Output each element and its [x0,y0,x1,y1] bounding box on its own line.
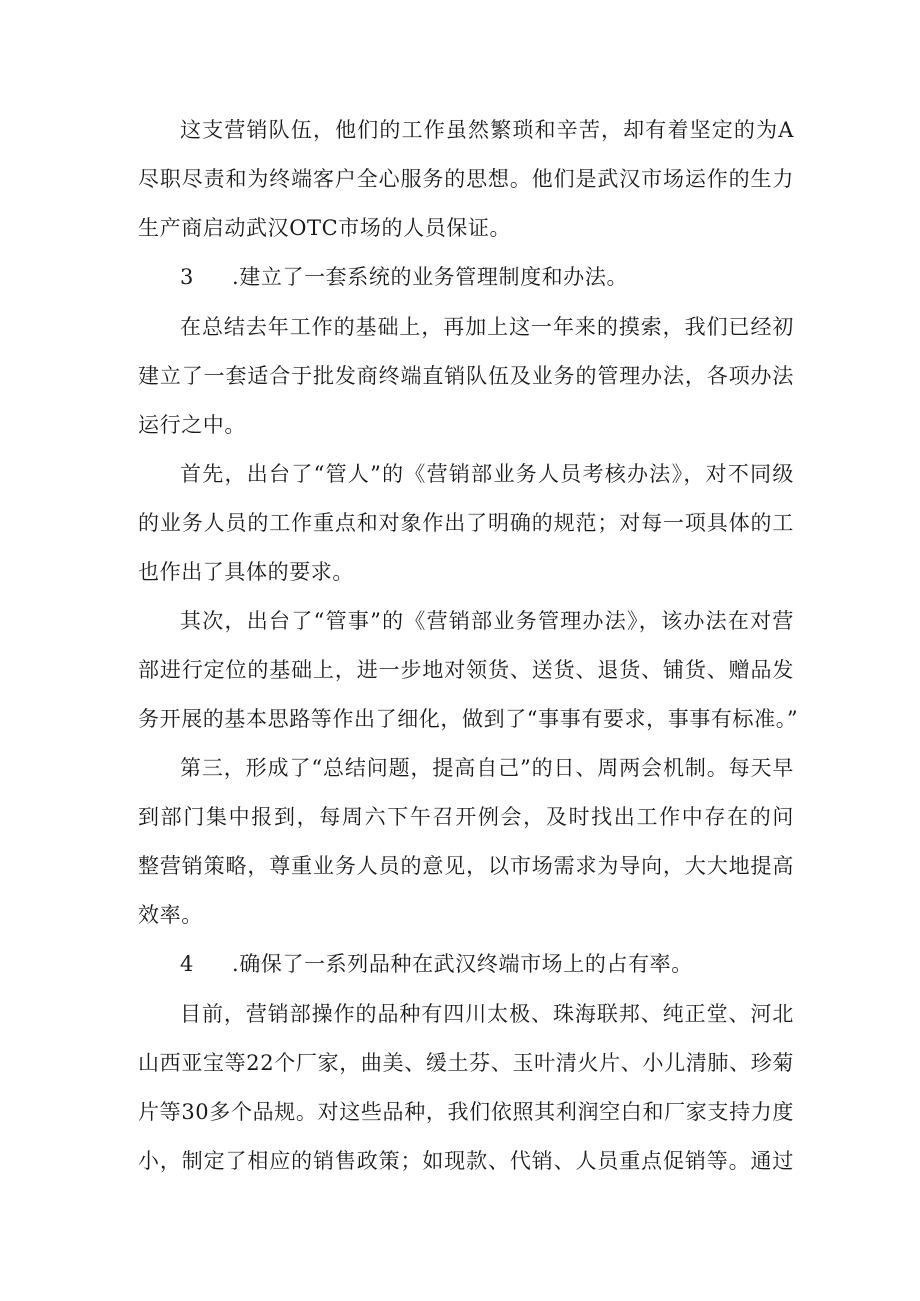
paragraph-1-line-3: 生产商启动武汉OTC市场的人员保证。 [138,216,512,240]
paragraph-6-line-2: 山西亚宝等22个厂家，曲美、缓土芬、玉叶清火片、小儿清肺、珍菊 [138,1051,794,1075]
paragraph-4-line-3: 务开展的基本思路等作出了细化，做到了“事事有要求，事事有标准。” [138,707,799,731]
section-heading-3 [0,257,920,297]
section-number: 4 [180,952,194,976]
paragraph-5-line-4: 效率。 [138,903,203,927]
paragraph-6-line-4: 小，制定了相应的销售政策；如现款、代销、人员重点促销等。通过 [138,1149,794,1173]
paragraph-1-line-1: 这支营销队伍，他们的工作虽然繁琐和辛苦，却有着坚定的为A [180,118,794,142]
paragraph-1-line-2: 尽职尽责和为终端客户全心服务的思想。他们是武汉市场运作的生力 [138,167,794,191]
paragraph-2-line-2: 建立了一套适合于批发商终端直销队伍及业务的管理办法，各项办法 [138,364,794,388]
paragraph-4-line-2: 部进行定位的基础上，进一步地对领货、送货、退货、铺货、赠品发 [138,658,794,682]
section-number: 3 [180,265,194,289]
paragraph-2-line-1: 在总结去年工作的基础上，再加上这一年来的摸索，我们已经初 [180,315,794,339]
paragraph-3-line-1: 首先，出台了“管人”的《营销部业务人员考核办法》，对不同级 [180,462,794,486]
paragraph-3-line-2: 的业务人员的工作重点和对象作出了明确的规范；对每一项具体的工 [138,511,794,535]
paragraph-4-line-1: 其次，出台了“管事”的《营销部业务管理办法》，该办法在对营 [180,609,794,633]
paragraph-5-line-3: 整营销策略，尊重业务人员的意见，以市场需求为导向，大大地提高 [138,854,794,878]
paragraph-5-line-2: 到部门集中报到，每周六下午召开例会，及时找出工作中存在的问 [138,805,794,829]
paragraph-6-line-1: 目前，营销部操作的品种有四川太极、珠海联邦、纯正堂、河北 [180,1002,794,1026]
section-heading-text: .确保了一系列品种在武汉终端市场上的占有率。 [232,952,693,976]
paragraph-3-line-3: 也作出了具体的要求。 [138,560,354,584]
section-heading-text: .建立了一套系统的业务管理制度和办法。 [232,265,629,289]
paragraph-2-line-3: 运行之中。 [138,413,246,437]
paragraph-6-line-3: 片等30多个品规。对这些品种，我们依照其利润空白和厂家支持力度 [138,1100,794,1124]
paragraph-5-line-1: 第三，形成了“总结问题，提高自己”的日、周两会机制。每天早 [180,756,794,780]
section-heading-4 [0,944,920,984]
